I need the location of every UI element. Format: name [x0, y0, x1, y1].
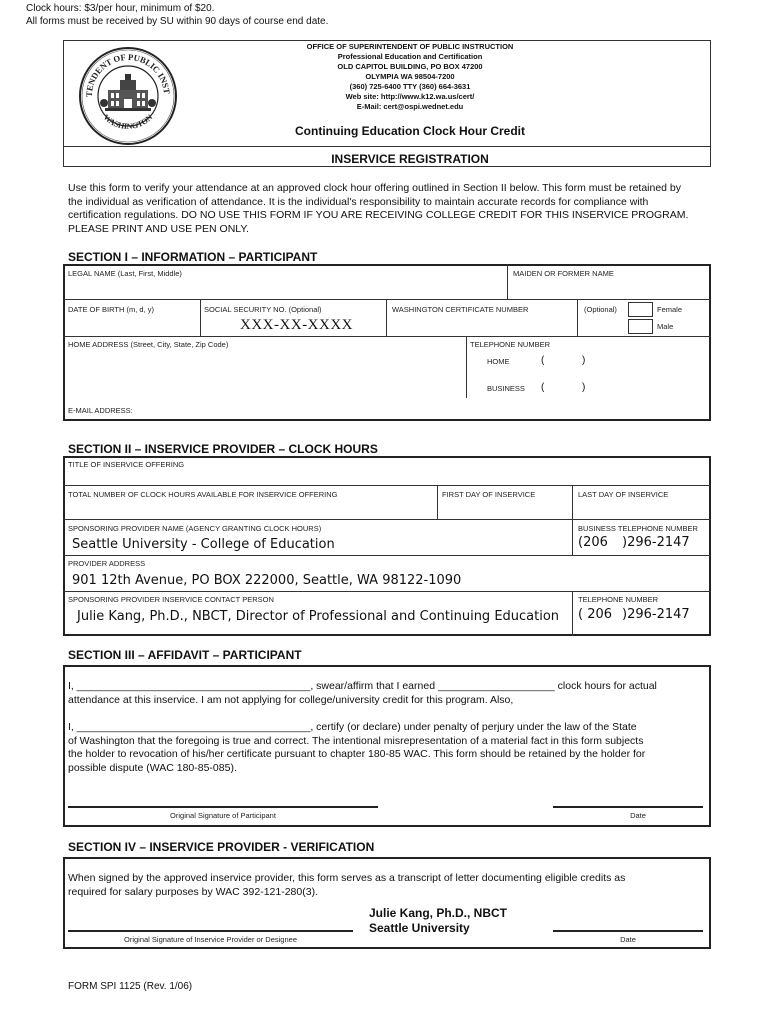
last-day-label: LAST DAY OF INSERVICE — [578, 490, 669, 499]
office-name: OFFICE OF SUPERINTENDENT OF PUBLIC INSTRUCTION — [306, 42, 514, 51]
telephone-label: TELEPHONE NUMBER — [470, 340, 551, 349]
email-label: E-MAIL ADDRESS: — [68, 406, 133, 415]
gender-optional-label: (Optional) — [584, 305, 617, 314]
contact-person-value[interactable]: Julie Kang, Ph.D., NBCT, Director of Professional and Continuing Education — [77, 609, 560, 624]
business-phone-number[interactable]: )296-2147 — [622, 535, 690, 550]
email-address: E-Mail: cert@ospi.wednet.edu — [356, 102, 464, 111]
first-day-field[interactable] — [440, 500, 570, 518]
clock-hours-earned-field[interactable] — [440, 682, 585, 694]
office-phone: (360) 725-6400 TTY (360) 664-3631 — [349, 82, 471, 91]
signer-name: Julie Kang, Ph.D., NBCT — [369, 906, 508, 920]
form-number: FORM SPI 1125 (Rev. 1/06) — [68, 981, 193, 992]
home-phone-label: HOME — [487, 357, 510, 366]
maiden-name-label: MAIDEN OR FORMER NAME — [513, 269, 614, 278]
female-checkbox[interactable] — [628, 302, 653, 317]
male-label: Male — [657, 322, 674, 331]
participant-name-field-1[interactable] — [90, 682, 320, 694]
cert-number-field[interactable] — [389, 316, 575, 335]
deadline-note: All forms must be received by SU within 90 days of course end date. — [26, 16, 329, 27]
provider-address-label: PROVIDER ADDRESS — [68, 559, 146, 568]
ssn-label: SOCIAL SECURITY NO. (Optional) — [204, 305, 322, 314]
contact-person-label: SPONSORING PROVIDER INSERVICE CONTACT PERSON — [68, 595, 274, 604]
offering-title-label: TITLE OF INSERVICE OFFERING — [68, 460, 185, 469]
first-day-label: FIRST DAY OF INSERVICE — [442, 490, 536, 499]
affidavit-line-1: I, ________________________________________, swear/affirm that I earned ____________________ clock hours for actual — [68, 680, 657, 692]
website: Web site: http://www.k12.wa.us/cert/ — [345, 92, 475, 101]
affidavit-line-6: possible dispute (WAC 180-85-085). — [68, 761, 237, 774]
legal-name-label: LEGAL NAME (Last, First, Middle) — [68, 269, 182, 278]
business-phone-field[interactable] — [548, 380, 648, 394]
provider-signature-label: Original Signature of Inservice Provider or Designee — [123, 935, 297, 944]
participant-name-field-2[interactable] — [90, 724, 320, 736]
home-address-field[interactable] — [66, 352, 464, 396]
form-title: Continuing Education Clock Hour Credit — [295, 124, 525, 138]
affidavit-line-2: attendance at this inservice. I am not applying for college/university credit for this program. Also, — [68, 693, 514, 706]
verification-text: When signed by the approved inservice provider, this form serves as a transcript of letter documenting eligible credits as required for salary purposes by WAC 392-121-280(3). — [68, 872, 626, 898]
business-phone-label: BUSINESS — [487, 384, 525, 393]
svg-text:SUPERINTENDENT OF PUBLIC INSTR: TENDENT OF PUBLIC INST — [83, 51, 173, 98]
provider-address-value[interactable]: 901 12th Avenue, PO BOX 222000, Seattle, WA 98122-1090 — [72, 573, 462, 588]
building-address: OLD CAPITOL BUILDING, PO BOX 47200 — [337, 62, 483, 71]
provider-signature-line[interactable] — [68, 930, 353, 932]
home-address-label: HOME ADDRESS (Street, City, State, Zip Code) — [68, 340, 229, 349]
male-checkbox[interactable] — [628, 319, 653, 334]
provider-signer — [369, 906, 507, 936]
participant-signature-label: Original Signature of Participant — [170, 811, 276, 820]
business-phone-area[interactable]: (206 — [578, 535, 608, 550]
header-address-block — [260, 42, 560, 112]
affidavit-line-4: of Washington that the foregoing is true and correct. The intentional misrepresentation of a material fact in this form subjects — [68, 734, 644, 747]
contact-phone-area[interactable]: ( 206 — [578, 607, 613, 622]
clock-hours-note: Clock hours: $3/per hour, minimum of $20. — [26, 3, 215, 14]
sponsor-value[interactable]: Seattle University - College of Education — [72, 537, 335, 552]
provider-date-line[interactable] — [553, 930, 703, 932]
participant-date-line[interactable] — [553, 806, 703, 808]
dept-name: Professional Education and Certification — [337, 52, 483, 61]
header-divider — [63, 146, 711, 147]
state-seal — [78, 46, 178, 146]
offering-title-field[interactable] — [66, 470, 708, 484]
section1-title: SECTION I – INFORMATION – PARTICIPANT — [68, 250, 318, 264]
maiden-name-field[interactable] — [510, 280, 708, 298]
signer-org: Seattle University — [369, 921, 470, 935]
total-hours-label: TOTAL NUMBER OF CLOCK HOURS AVAILABLE FOR INSERVICE OFFERING — [68, 490, 338, 499]
section2-title: SECTION II – INSERVICE PROVIDER – CLOCK HOURS — [68, 442, 378, 456]
last-day-field[interactable] — [575, 500, 708, 518]
participant-date-label: Date — [630, 811, 646, 820]
female-label: Female — [657, 305, 683, 314]
home-phone-field[interactable] — [548, 353, 648, 367]
ssn-value[interactable]: XXX-XX-XXXX — [240, 317, 353, 333]
total-hours-field[interactable] — [66, 500, 435, 518]
participant-signature-line[interactable] — [68, 806, 378, 808]
intro-text: Use this form to verify your attendance at an approved clock hour offering outlined in Section II below. This form must be retained by the individual as verification of attendance. It is the individual's responsibility to maintain accurate records for compliance with certification regulations. DO NO USE THIS FORM IF YOU ARE RECEIVING COLLEGE CREDIT FOR THIS INSERVICE PROGRAM. PLEASE PRINT AND USE PEN ONLY. — [68, 182, 689, 235]
affidavit-line-5: the holder to revocation of his/her certificate pursuant to chapter 180-85 WAC. This form should be retained by the holder for — [68, 748, 646, 760]
contact-telephone-label: TELEPHONE NUMBER — [578, 595, 659, 604]
registration-title: INSERVICE REGISTRATION — [331, 152, 489, 166]
section3-title: SECTION III – AFFIDAVIT – PARTICIPANT — [68, 648, 302, 662]
sponsor-label: SPONSORING PROVIDER NAME (AGENCY GRANTING CLOCK HOURS) — [68, 524, 322, 533]
cert-number-label: WASHINGTON CERTIFICATE NUMBER — [392, 305, 529, 314]
section4-title: SECTION IV – INSERVICE PROVIDER - VERIFICATION — [68, 840, 375, 854]
city-address: OLYMPIA WA 98504-7200 — [365, 72, 455, 81]
email-field[interactable] — [140, 403, 700, 417]
dob-field[interactable] — [66, 316, 198, 335]
provider-date-label: Date — [620, 935, 636, 944]
contact-phone-number[interactable]: )296-2147 — [622, 607, 690, 622]
legal-name-field[interactable] — [66, 280, 504, 298]
dob-label: DATE OF BIRTH (m, d, y) — [68, 305, 154, 314]
affidavit-line-3: I, ________________________________________, certify (or declare) under penalty of perjury under the law of the State — [68, 721, 637, 733]
svg-text:WASHINGTON: WASHINGTON — [101, 112, 155, 132]
business-telephone-label: BUSINESS TELEPHONE NUMBER — [578, 524, 698, 533]
